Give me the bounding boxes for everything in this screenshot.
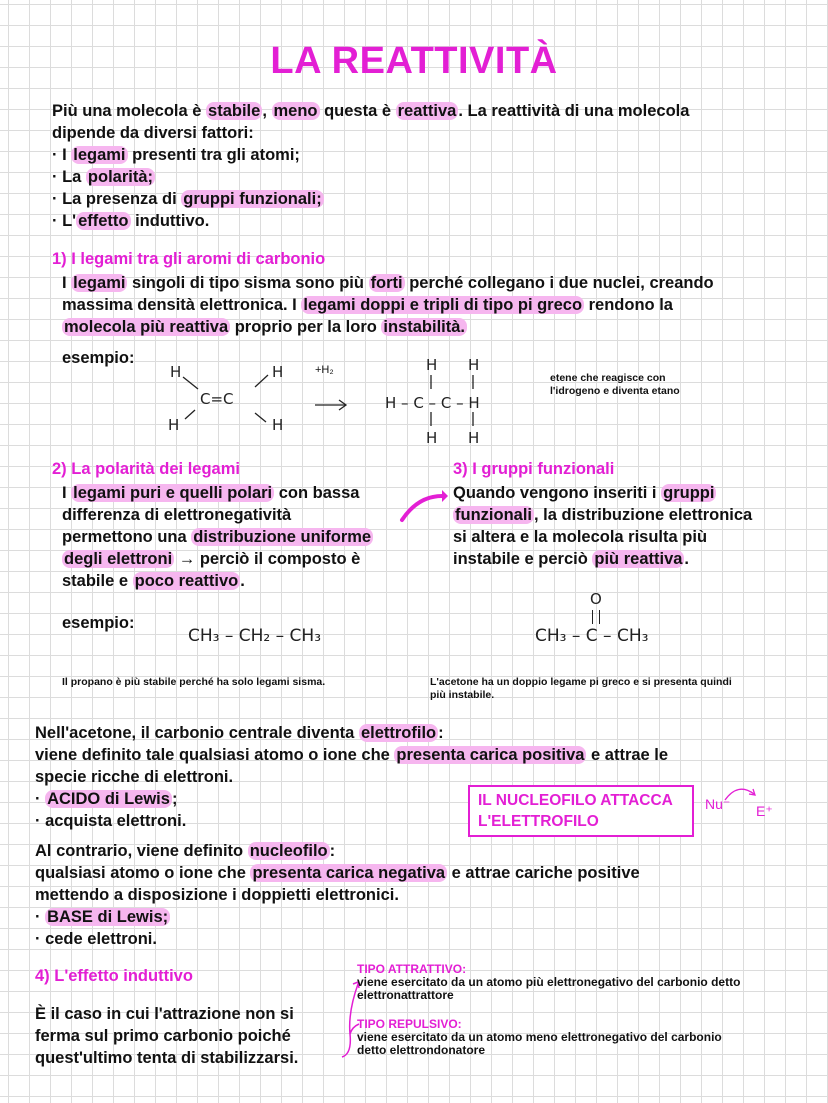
box-text bbox=[470, 787, 692, 835]
highlighted-text: legami bbox=[73, 274, 126, 292]
highlighted-text: elettrofilo bbox=[360, 724, 437, 742]
text-segment: quest'ultimo tenta di stabilizzarsi. bbox=[35, 1049, 299, 1067]
highlighted-text: presenta carica positiva bbox=[396, 746, 585, 764]
oxygen-atom: O bbox=[590, 590, 602, 608]
svg-text:H: H bbox=[170, 363, 182, 381]
text-segment: qualsiasi atomo o ione che bbox=[35, 864, 251, 882]
text-segment: Al contrario, viene definito bbox=[35, 842, 248, 860]
text-line bbox=[35, 884, 640, 906]
text-line bbox=[62, 526, 373, 548]
svg-text:H: H bbox=[168, 416, 180, 434]
text-segment: Più una molecola è bbox=[52, 102, 207, 120]
attractive-title: TIPO ATTRATTIVO: bbox=[357, 962, 467, 976]
text-segment: rendono la bbox=[584, 296, 673, 314]
text-line bbox=[52, 144, 689, 166]
attractive-text: elettronattrattore bbox=[357, 988, 454, 1002]
box-line: L'ELETTROFILO bbox=[478, 813, 599, 830]
text-segment: , la distribuzione elettronica bbox=[534, 506, 753, 524]
highlighted-text: legami puri e quelli polari bbox=[73, 484, 273, 502]
svg-text:C=C: C=C bbox=[200, 390, 234, 408]
text-segment: viene definito tale qualsiasi atomo o ione che bbox=[35, 746, 395, 764]
text-segment: ferma sul primo carbonio poiché bbox=[35, 1027, 291, 1045]
text-segment: induttivo. bbox=[130, 212, 210, 230]
svg-text:H: H bbox=[426, 356, 438, 374]
text-line bbox=[35, 722, 668, 744]
text-segment: · bbox=[35, 908, 46, 926]
text-segment: Nell'acetone, il carbonio centrale diventa bbox=[35, 724, 359, 742]
text-segment: , bbox=[262, 102, 272, 120]
repulsive-type bbox=[357, 1018, 722, 1057]
text-segment: I bbox=[62, 274, 72, 292]
example-label: esempio: bbox=[62, 614, 135, 632]
nucleophile-symbol: Nu⁻ bbox=[705, 796, 731, 812]
text-segment: ; bbox=[171, 790, 178, 808]
text-segment: proprio per la loro bbox=[230, 318, 382, 336]
text-line bbox=[52, 188, 689, 210]
text-segment: . bbox=[684, 550, 690, 568]
text-line bbox=[62, 482, 373, 504]
section-4-heading: 4) L'effetto induttivo bbox=[35, 967, 193, 985]
text-line bbox=[35, 862, 640, 884]
nucleophile-paragraph bbox=[35, 840, 640, 950]
section-3-body bbox=[453, 482, 752, 570]
caption-line: più instabile. bbox=[430, 689, 495, 701]
svg-text:H – C – C – H: H – C – C – H bbox=[385, 394, 480, 412]
text-segment: con bassa bbox=[274, 484, 360, 502]
text-segment: · La bbox=[52, 168, 86, 186]
text-segment: · La presenza di bbox=[52, 190, 182, 208]
text-line bbox=[35, 906, 640, 928]
text-segment: · L' bbox=[52, 212, 77, 230]
svg-text:H: H bbox=[272, 363, 284, 381]
text-line bbox=[453, 526, 752, 548]
text-segment: perché collegano i due nuclei, creando bbox=[404, 274, 714, 292]
text-segment: · cede elettroni. bbox=[35, 930, 157, 948]
section-4-body bbox=[35, 1003, 298, 1069]
acetone-formula: CH₃ – C – CH₃ bbox=[535, 626, 649, 646]
text-segment: mettendo a disposizione i doppietti elettronici. bbox=[35, 886, 399, 904]
text-line bbox=[453, 548, 752, 570]
text-segment: : bbox=[438, 724, 444, 742]
text-segment: . bbox=[240, 572, 245, 590]
section-2-heading: 2) La polarità dei legami bbox=[52, 460, 240, 478]
text-line bbox=[62, 570, 373, 592]
text-segment: · bbox=[35, 790, 46, 808]
highlighted-text: nucleofilo bbox=[249, 842, 328, 860]
text-segment: specie ricche di elettroni. bbox=[35, 768, 234, 786]
double-bond bbox=[592, 610, 600, 624]
caption-line: l'idrogeno e diventa etano bbox=[550, 385, 680, 397]
highlighted-text: BASE di Lewis; bbox=[47, 908, 169, 926]
highlighted-text: polarità; bbox=[87, 168, 154, 186]
section-2-body bbox=[62, 482, 373, 592]
highlighted-text: ACIDO di Lewis bbox=[47, 790, 170, 808]
highlighted-text: presenta carica negativa bbox=[252, 864, 446, 882]
text-line bbox=[62, 294, 714, 316]
highlighted-text: meno bbox=[273, 102, 318, 120]
electrophile-symbol: E⁺ bbox=[756, 803, 773, 819]
connector-arrow-icon bbox=[398, 488, 448, 528]
section-1-body bbox=[62, 272, 714, 338]
highlighted-text: più reattiva bbox=[594, 550, 683, 568]
highlighted-text: poco reattivo bbox=[134, 572, 239, 590]
section-1-heading: 1) I legami tra gli aromi di carbonio bbox=[52, 250, 326, 268]
propane-formula: CH₃ – CH₂ – CH₃ bbox=[188, 626, 322, 646]
text-segment: : bbox=[329, 842, 336, 860]
propane-caption: Il propano è più stabile perché ha solo legami sisma. bbox=[62, 676, 326, 688]
repulsive-text: detto elettrondonatore bbox=[357, 1043, 485, 1057]
nucleophile-attacks-box bbox=[468, 785, 694, 837]
text-line bbox=[62, 316, 714, 338]
text-line bbox=[453, 504, 752, 526]
highlighted-text: stabile bbox=[208, 102, 261, 120]
page-title: LA REATTIVITÀ bbox=[270, 40, 558, 82]
caption-line: etene che reagisce con bbox=[550, 372, 666, 384]
text-segment: e attrae cariche positive bbox=[447, 864, 640, 882]
text-segment: Quando vengono inseriti i bbox=[453, 484, 662, 502]
svg-text:H: H bbox=[468, 429, 480, 445]
section-3-heading: 3) I gruppi funzionali bbox=[453, 460, 615, 478]
text-segment: singoli di tipo sisma sono più bbox=[127, 274, 369, 292]
text-segment: e attrae le bbox=[586, 746, 669, 764]
highlighted-text: funzionali bbox=[455, 506, 532, 524]
highlighted-text: gruppi bbox=[663, 484, 715, 502]
highlighted-text: degli elettroni bbox=[64, 550, 173, 568]
text-segment: differenza di elettronegatività bbox=[62, 506, 292, 524]
text-line bbox=[35, 744, 668, 766]
text-segment: . La reattività di una molecola bbox=[458, 102, 690, 120]
text-line bbox=[62, 504, 373, 526]
text-line bbox=[52, 122, 689, 144]
highlighted-text: reattiva bbox=[397, 102, 457, 120]
svg-text:H: H bbox=[468, 356, 480, 374]
ethene-ethane-reaction-diagram bbox=[150, 355, 540, 445]
highlighted-text: distribuzione uniforme bbox=[193, 528, 372, 546]
box-line: IL NUCLEOFILO ATTACCA bbox=[478, 792, 673, 809]
ethene-caption bbox=[550, 372, 680, 398]
text-segment: È il caso in cui l'attrazione non si bbox=[35, 1005, 294, 1023]
intro-paragraph bbox=[52, 100, 689, 232]
text-segment: permettono una bbox=[62, 528, 192, 546]
highlighted-text: molecola più reattiva bbox=[64, 318, 229, 336]
svg-text:H: H bbox=[272, 416, 284, 434]
text-line bbox=[52, 166, 689, 188]
text-segment: si altera e la molecola risulta più bbox=[453, 528, 708, 546]
text-line bbox=[52, 100, 689, 122]
text-segment: presenti tra gli atomi; bbox=[127, 146, 300, 164]
text-segment: dipende da diversi fattori: bbox=[52, 124, 254, 142]
caption-line: L'acetone ha un doppio legame pi greco e si presenta quindi bbox=[430, 676, 732, 688]
text-line bbox=[35, 928, 640, 950]
text-line bbox=[35, 840, 640, 862]
text-line bbox=[453, 482, 752, 504]
highlighted-text: effetto bbox=[78, 212, 129, 230]
text-line bbox=[62, 272, 714, 294]
reagent-label: +H₂ bbox=[315, 364, 334, 376]
repulsive-title: TIPO REPULSIVO: bbox=[357, 1017, 462, 1031]
text-line bbox=[62, 548, 373, 570]
text-line bbox=[35, 1047, 298, 1069]
text-segment: instabile e perciò bbox=[453, 550, 593, 568]
text-segment: questa è bbox=[319, 102, 396, 120]
acetone-caption bbox=[430, 676, 732, 702]
text-line bbox=[52, 210, 689, 232]
svg-text:H: H bbox=[426, 429, 438, 445]
attractive-type bbox=[357, 963, 740, 1002]
text-segment: massima densità elettronica. I bbox=[62, 296, 302, 314]
highlighted-text: legami bbox=[73, 146, 126, 164]
text-segment: · I bbox=[52, 146, 72, 164]
highlighted-text: instabilità. bbox=[383, 318, 466, 336]
text-segment: stabile e bbox=[62, 572, 133, 590]
text-segment: I bbox=[62, 484, 72, 502]
highlighted-text: forti bbox=[370, 274, 403, 292]
text-segment: → perciò il composto è bbox=[174, 550, 361, 568]
attractive-text: viene esercitato da un atomo più elettronegativo del carbonio detto bbox=[357, 975, 741, 989]
example-label: esempio: bbox=[62, 349, 135, 367]
highlighted-text: legami doppi e tripli di tipo pi greco bbox=[303, 296, 583, 314]
attack-arrow-icon bbox=[722, 782, 767, 804]
text-line bbox=[35, 1003, 298, 1025]
repulsive-text: viene esercitato da un atomo meno elettronegativo del carbonio bbox=[357, 1030, 722, 1044]
text-line bbox=[35, 1025, 298, 1047]
text-segment: · acquista elettroni. bbox=[35, 812, 187, 830]
highlighted-text: gruppi funzionali; bbox=[183, 190, 322, 208]
